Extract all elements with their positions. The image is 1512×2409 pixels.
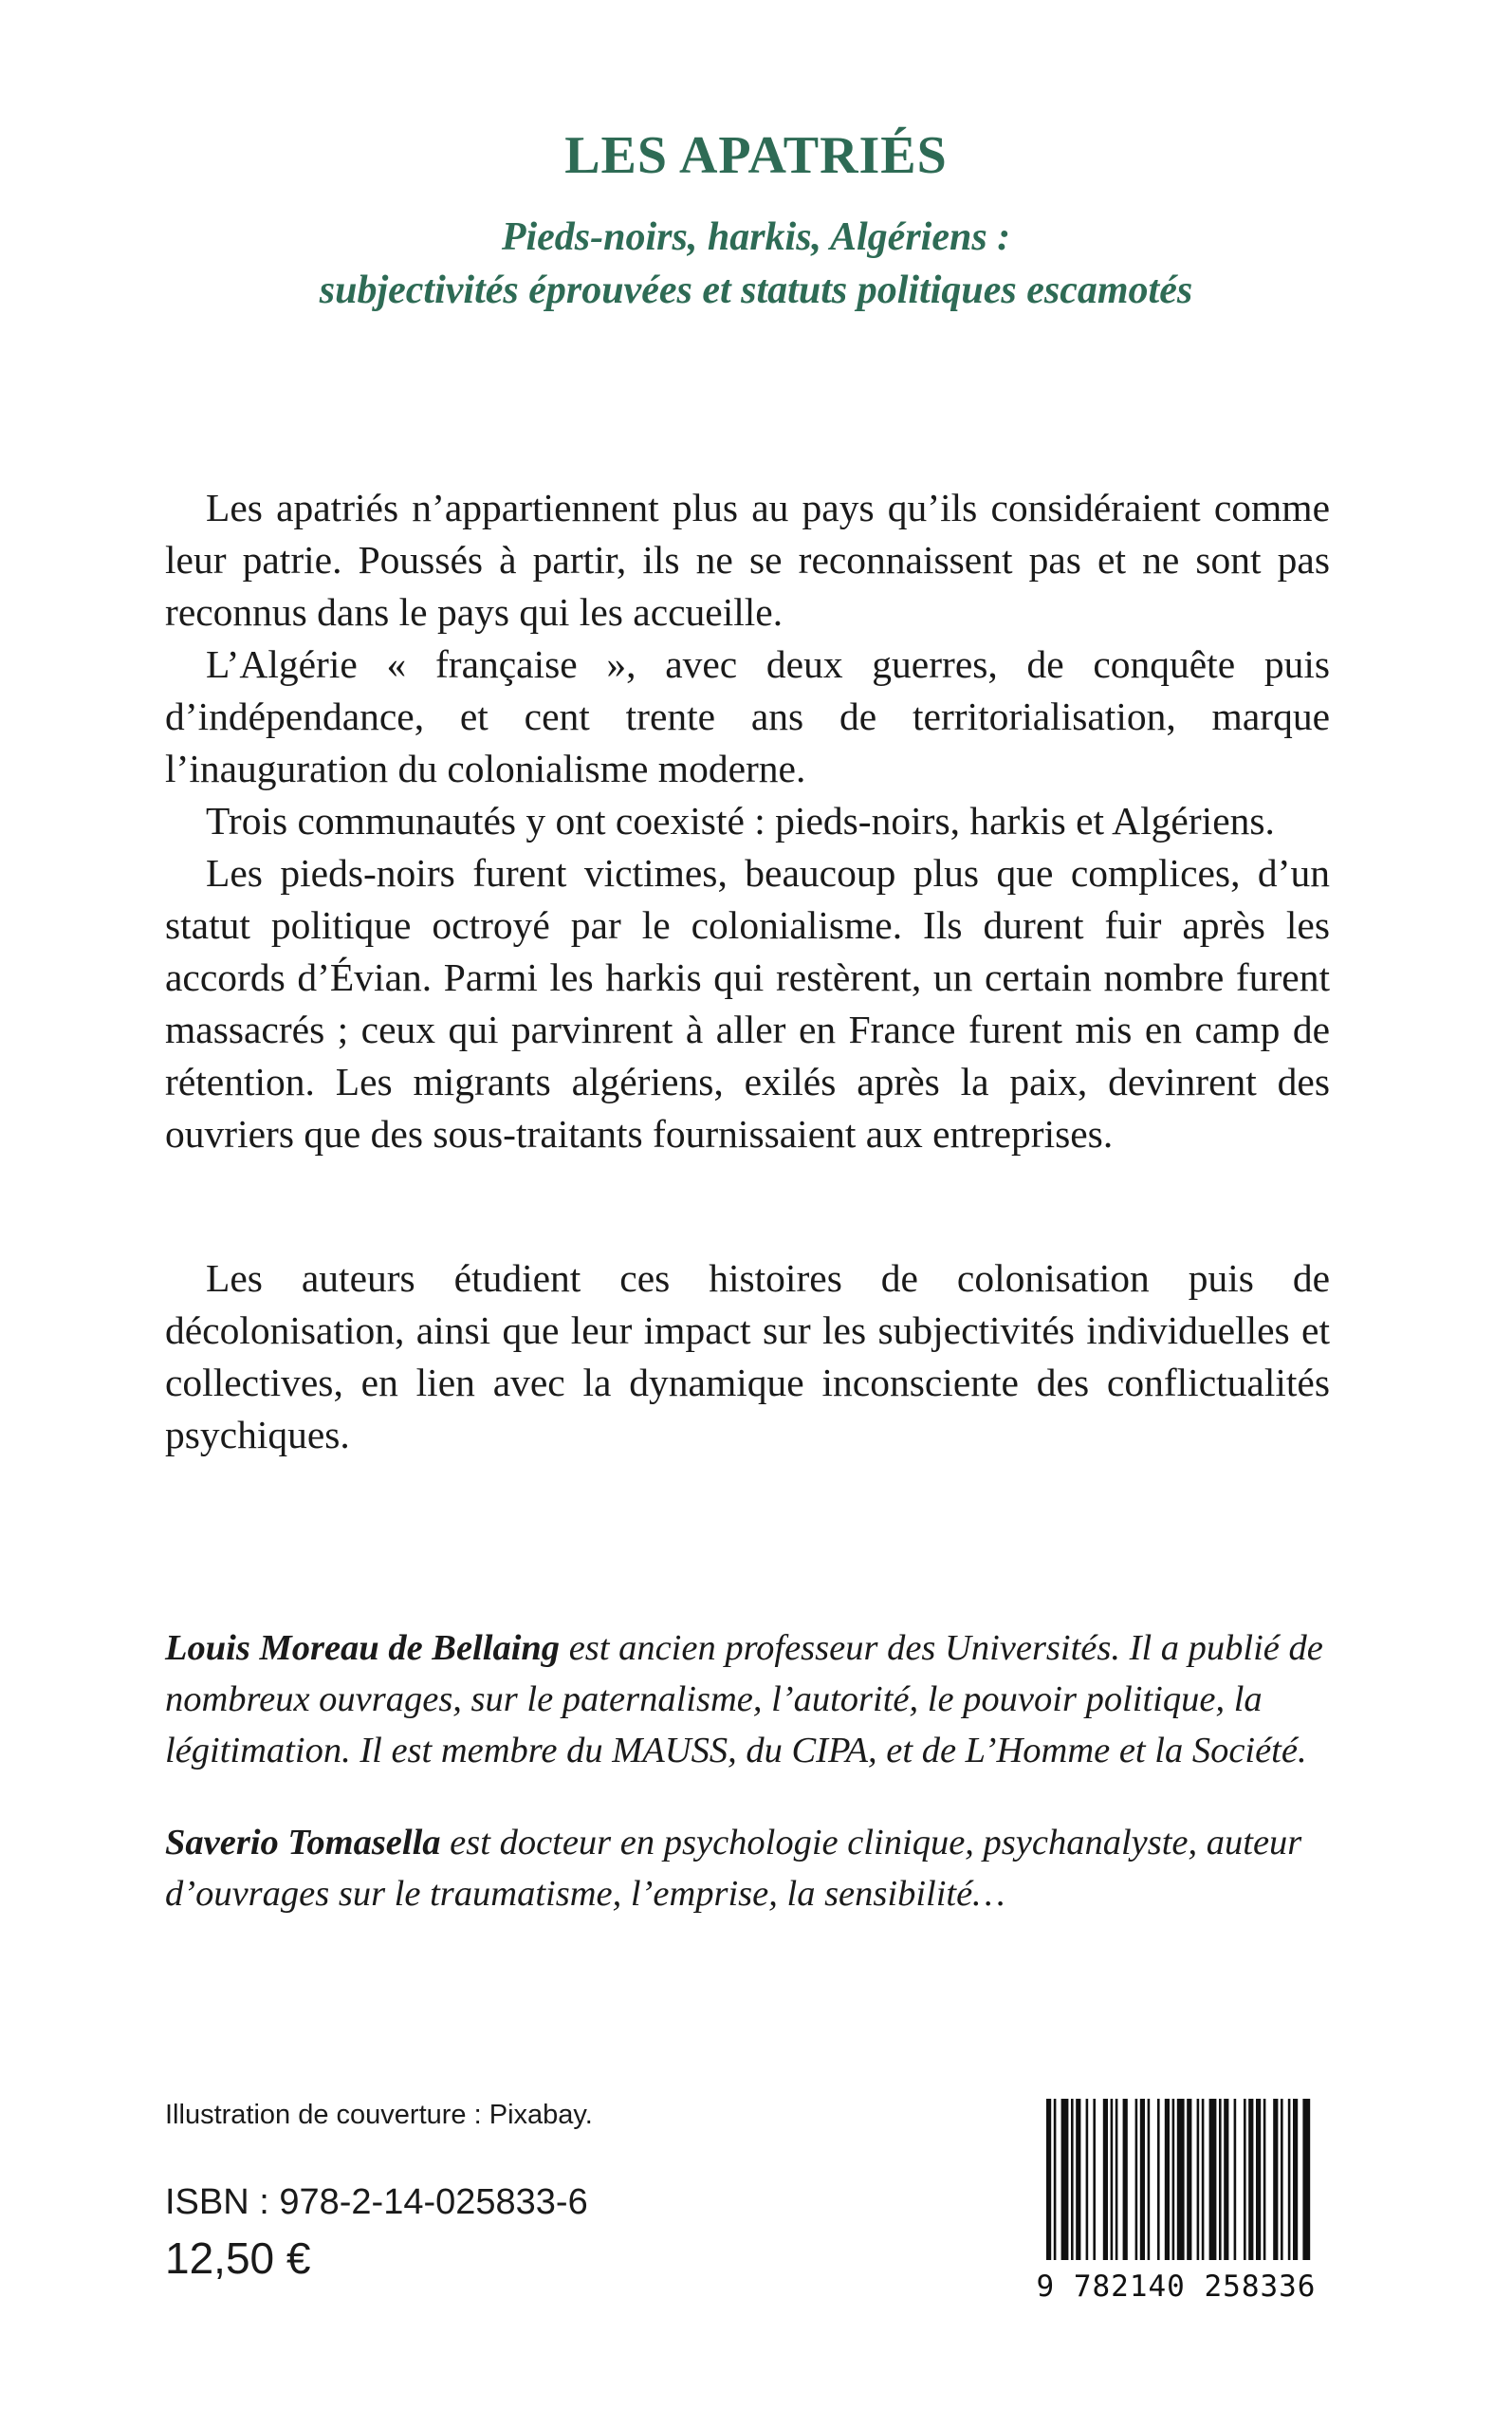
summary-paragraph: Les pieds-noirs furent victimes, beaucoup plus que complices, d’un statut politique octroyé par le colonialisme. Ils durent fuir après les accords d’Évian. Parmi les harkis qui restèrent, un certain nombre furent massacrés ; ceux qui parvinrent à aller en France furent mis en camp de rétention. Les migrants algériens, exilés après la paix, devinrent des ouvriers que des sous-traitants fournissaient aux entreprises. (165, 851, 1330, 1156)
summary-block-1 (165, 482, 1330, 1160)
summary-paragraph: L’Algérie « française », avec deux guerres, de conquête puis d’indépendance, et cent trente ans de territorialisation, marque l’inauguration du colonialisme moderne. (165, 642, 1330, 790)
subtitle-line-2: subjectivités éprouvées et statuts politiques escamotés (319, 269, 1193, 312)
barcode-digits: 9 782140 258336 (1036, 2270, 1317, 2304)
author-bio-text: est ancien professeur des Universités. Il a publié de nombreux ouvrages, sur le paternalisme, l’autorité, le pouvoir politique, la légitimation. Il est membre du MAUSS, du CIPA, et de L’Homme et la Société. (165, 1628, 1323, 1770)
author-bio-1 (165, 1622, 1330, 1776)
isbn: ISBN : 978-2-14-025833-6 (165, 2182, 588, 2222)
cover-credit: Illustration de couverture : Pixabay. (165, 2100, 593, 2130)
author-name: Louis Moreau de Bellaing (165, 1628, 561, 1668)
barcode (1020, 2099, 1333, 2306)
author-bio-2 (165, 1817, 1330, 1919)
summary-paragraph: Les apatriés n’appartiennent plus au pays qu’ils considéraient comme leur patrie. Poussés à partir, ils ne se reconnaissent pas et ne sont pas reconnus dans le pays qui les accueille. (165, 486, 1330, 634)
author-bio-text: est docteur en psychologie clinique, psychanalyste, auteur d’ouvrages sur le traumatisme, l’emprise, la sensibilité… (165, 1823, 1302, 1914)
summary-paragraph: Les auteurs étudient ces histoires de colonisation puis de décolonisation, ainsi que leur impact sur les subjectivités individuelles et collectives, en lien avec la dynamique inconsciente des conflictualités psychiques. (165, 1256, 1330, 1456)
price: 12,50 € (165, 2233, 311, 2283)
summary-paragraph: Trois communautés y ont coexisté : pieds-noirs, harkis et Algériens. (206, 799, 1275, 843)
summary-block-2 (165, 1252, 1330, 1461)
subtitle-line-1: Pieds-noirs, harkis, Algériens : (501, 215, 1011, 259)
barcode-bars-icon (1039, 2099, 1314, 2268)
book-title: LES APATRIÉS (564, 126, 948, 185)
book-subtitle (0, 211, 1512, 317)
author-name: Saverio Tomasella (165, 1823, 441, 1862)
